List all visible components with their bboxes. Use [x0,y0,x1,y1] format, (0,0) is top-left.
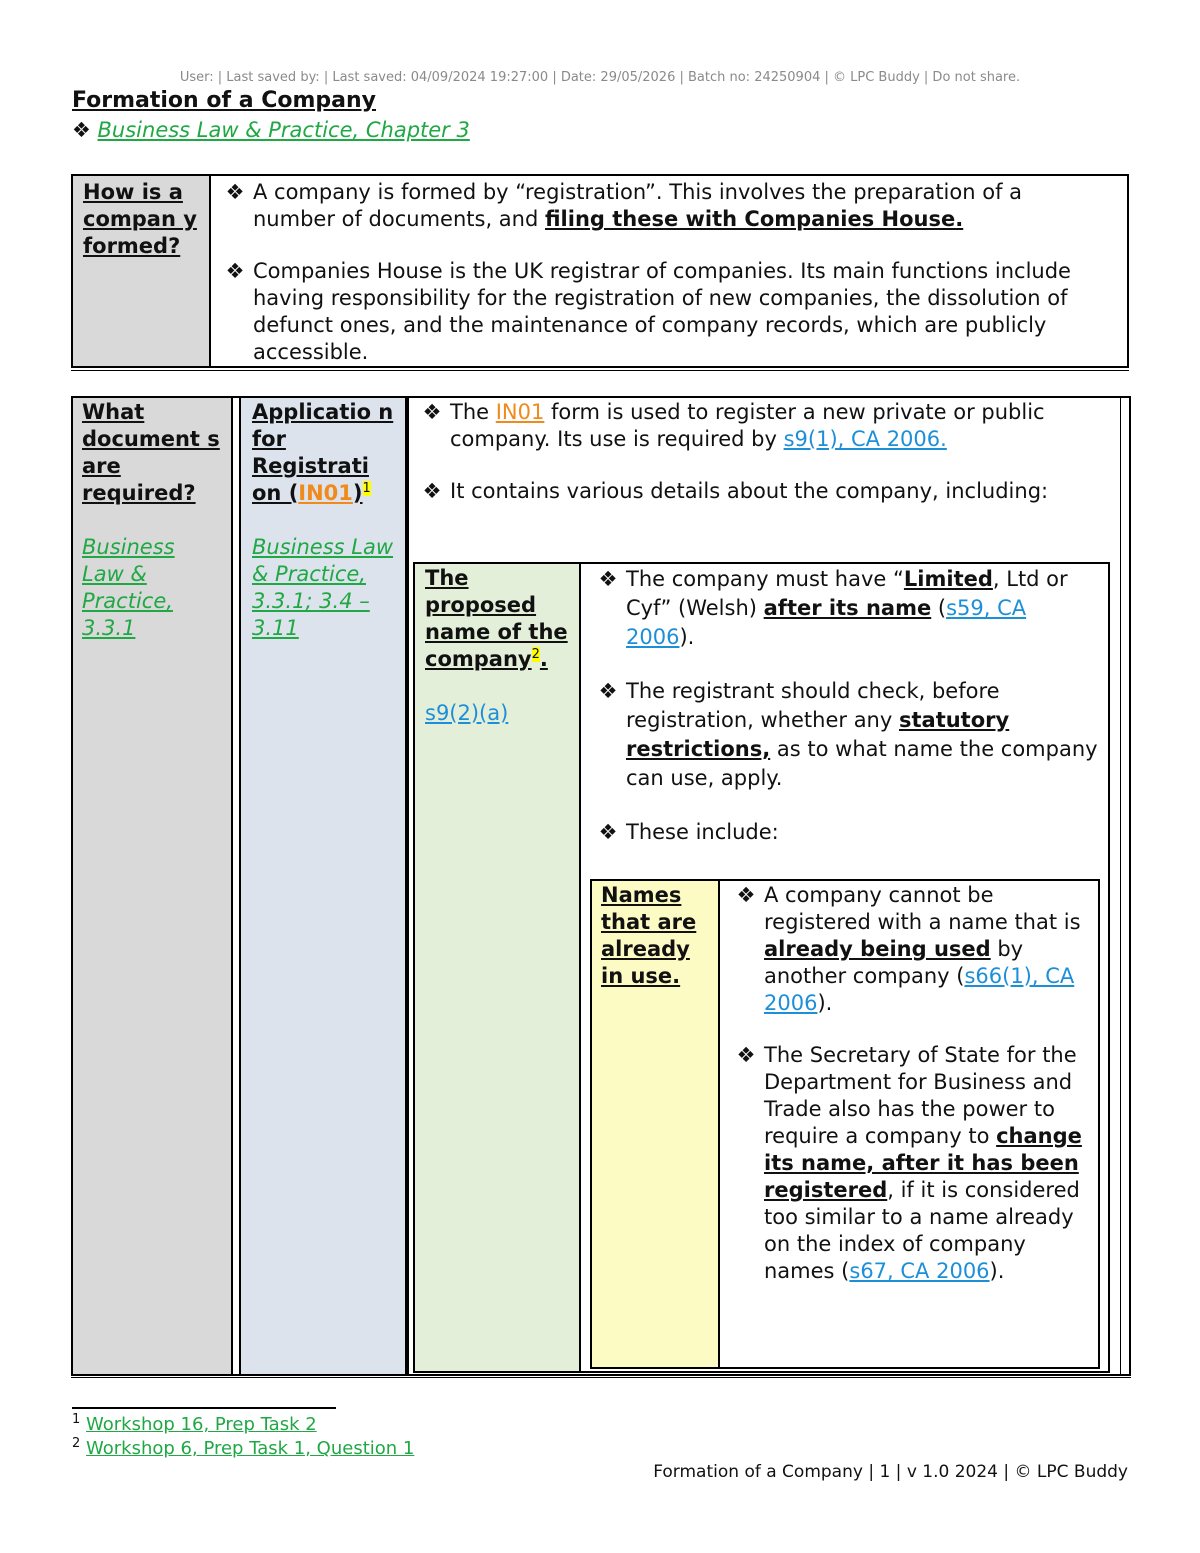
s9-1-link[interactable]: s9(1), CA 2006. [783,427,947,451]
list-item: ❖ A company is formed by “registration”. This involves the preparation of a number of documents, and filing these with Companies House. [219,179,1109,233]
chapter-reference [72,118,470,142]
list-item: ❖ These include: [592,818,1100,847]
divider [71,370,1129,371]
filled-diamond-bullet-icon: ❖ [422,479,442,503]
chapter-link[interactable]: Business Law & Practice, Chapter 3 [97,118,470,142]
col1-heading: What document s are required? [82,400,220,505]
footnote-ref-1[interactable]: 1 [362,481,371,496]
list-item: ❖ The company must have “Limited, Ltd or Cyf” (Welsh) after its name (s59, CA 2006). [592,565,1100,652]
list-item: ❖ It contains various details about the company, including: [416,478,1116,505]
table1-body [219,179,1109,366]
diamond-bullet-icon: ❖ [598,820,618,844]
footnote-separator [72,1407,336,1409]
footnote-ref-2[interactable]: 2 [531,647,540,662]
inuse-body [730,882,1094,1285]
table1-heading: How is a compan y formed? [83,180,197,258]
diamond-bullet-icon: ❖ [736,1043,756,1067]
inuse-heading: Names that are already in use. [601,883,697,988]
col1-content [82,399,222,642]
col1-reference-link[interactable]: Business Law & Practice, 3.3.1 [82,535,175,640]
col2-reference-link[interactable]: Business Law & Practice, 3.3.1; 3.4 – 3.11 [252,535,394,640]
footnote-2: $^2$ Workshop 6, Prep Task 1, Question 1 [72,1436,415,1459]
in01-code[interactable]: IN01 [298,481,353,505]
name-heading: The proposed name of the company$^2$. [425,566,568,671]
divider [71,1377,1131,1378]
list-item: ❖ A company cannot be registered with a name that is already being used by another company (s66(1), CA 2006). [730,882,1094,1017]
col2-content [252,399,396,642]
table-how-formed [71,174,1129,368]
page-footer: Formation of a Company | 1 | v 1.0 2024 | © LPC Buddy [653,1462,1128,1482]
list-item: ❖ Companies House is the UK registrar of companies. Its main functions include having responsibility for the registration of new companies, the dissolution of defunct ones, and the maintenance of company records, which are publicly accessible. [219,258,1109,366]
footnote-2-link[interactable]: Workshop 6, Prep Task 1, Question 1 [86,1438,415,1459]
s9-2-a-link[interactable]: s9(2)(a) [425,701,509,725]
bullet-icon: ❖ [72,118,91,142]
diamond-bullet-icon: ❖ [225,259,245,283]
list-item: ❖ The IN01 form is used to register a new private or public company. Its use is required by s9(1), CA 2006. [416,399,1116,453]
diamond-bullet-icon: ❖ [422,400,442,424]
s67-link[interactable]: s67, CA 2006 [849,1259,990,1283]
col3-intro [416,399,1116,505]
filled-diamond-bullet-icon: ❖ [225,180,245,204]
filled-diamond-bullet-icon: ❖ [598,679,618,703]
s59-link[interactable]: s59, CA 2006 [626,596,1027,649]
document-header: User: | Last saved by: | Last saved: 04/09/2024 19:27:00 | Date: 29/05/2026 | Batch no: 24250904 | © LPC Buddy | Do not share. [179,70,1021,85]
name-heading-content [425,565,575,727]
list-item: ❖ The registrant should check, before registration, whether any statutory restrictions, as to what name the company can use, apply. [592,677,1100,793]
page-title: Formation of a Company [72,88,376,113]
filled-diamond-bullet-icon: ❖ [598,567,618,591]
footnote-1: $^1$ Workshop 16, Prep Task 2 [72,1412,317,1435]
list-item: ❖ The Secretary of State for the Department for Business and Trade also has the power to require a company to change its name, after it has been registered, if it is considered too similar to a name already on the index of company names (s67, CA 2006). [730,1042,1094,1285]
col2-heading: Applicatio n for Registrati on $(IN01)^1$ [252,400,394,505]
outer-right-line [1120,398,1121,1374]
footnote-1-link[interactable]: Workshop 16, Prep Task 2 [86,1414,317,1435]
s66-1-link[interactable]: s66(1), CA 2006 [764,964,1075,1015]
diamond-bullet-icon: ❖ [736,883,756,907]
name-body [592,565,1100,847]
